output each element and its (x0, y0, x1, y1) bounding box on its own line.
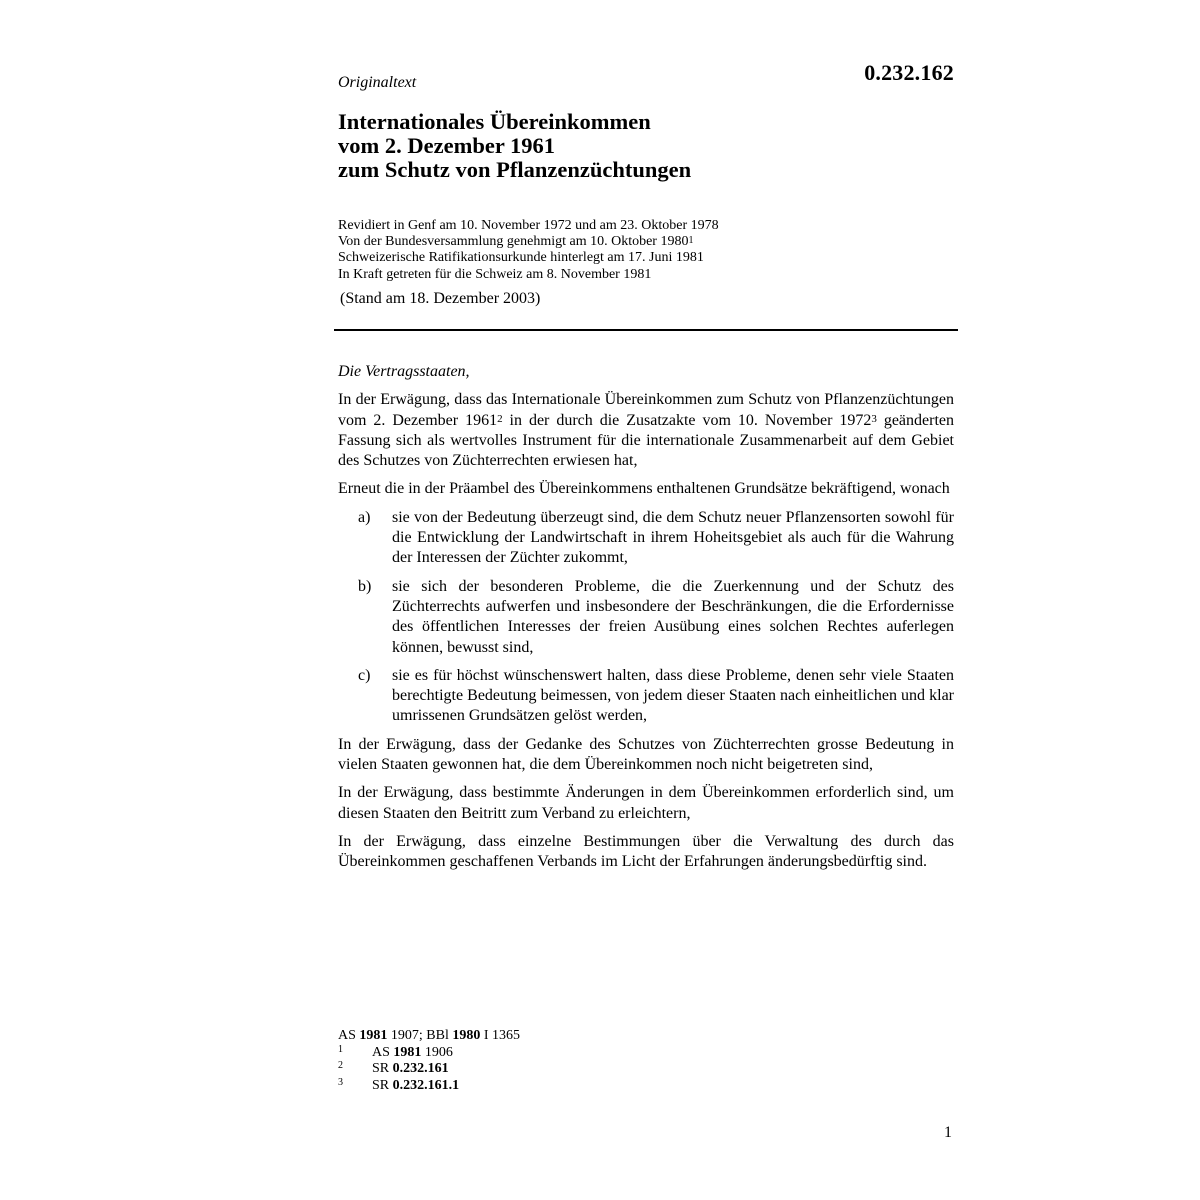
footnote-text[interactable]: SR 0.232.161.1 (372, 1077, 460, 1093)
footnote-ref-3[interactable]: 3 (871, 412, 877, 425)
preamble-paragraph-2: Erneut die in der Präambel des Übereinkommens enthaltenen Grundsätze bekräftigend, wonach (338, 480, 950, 498)
footnote-ref-1[interactable]: 1 (688, 235, 694, 247)
list-text: sie von der Bedeutung überzeugt sind, die dem Schutz neuer Pflanzensorten sowohl für die Entwicklung der Landwirtschaft in ihrem Hoheitsgebiet als auch für die Wahrung der Interessen der Züchter zukommt, (392, 508, 954, 567)
originaltext-label: Originaltext (338, 74, 417, 91)
footnote-item (338, 1061, 838, 1077)
document-metadata (338, 218, 958, 283)
list-text: sie es für höchst wünschenswert halten, dass diese Probleme, denen sehr viele Staaten berechtigte Bedeutung beimessen, von jedem dieser Staaten nach einheitlichen und klar umrissenen Grundsätzen gelöst werden, (392, 666, 954, 725)
footnote-text[interactable]: SR 0.232.161 (372, 1061, 449, 1077)
page-number: 1 (944, 1124, 952, 1141)
document-body (338, 362, 954, 881)
meta-ratification: Schweizerische Ratifikationsurkunde hinterlegt am 17. Juni 1981 (338, 250, 704, 266)
preamble-paragraph-4: In der Erwägung, dass bestimmte Änderungen in dem Übereinkommen erforderlich sind, um diesen Staaten den Beitritt zum Verband zu erleichtern, (338, 784, 954, 822)
meta-approved: Von der Bundesversammlung genehmigt am 10. Oktober 1980$^1$ (338, 234, 694, 250)
footnotes (338, 1028, 838, 1094)
footnote-item (338, 1045, 838, 1061)
meta-in-force: In Kraft getreten für die Schweiz am 8. November 1981 (338, 266, 652, 282)
footnote-ref-2[interactable]: 2 (497, 412, 503, 425)
meta-revised: Revidiert in Genf am 10. November 1972 und am 23. Oktober 1978 (338, 218, 719, 233)
preamble-paragraph-3: In der Erwägung, dass der Gedanke des Schutzes von Züchterrechten grosse Bedeutung in vielen Staaten gewonnen hat, die dem Übereinkommen noch nicht beigetreten sind, (338, 735, 954, 774)
preamble-paragraph-1: In der Erwägung, dass das Internationale Übereinkommen zum Schutz von Pflanzenzüchtungen vom 2. Dezember 1961$^2$ in der durch die Zusatzakte vom 10. November 1972$^3$ geänderten Fassung sich als wertvolles Instrument für die internationale Zusammenarbeit auf dem Gebiet des Schutzes von Züchterrechten erwiesen hat, (338, 391, 955, 470)
stand-date: (Stand am 18. Dezember 2003) (340, 290, 541, 307)
footnote-item (338, 1078, 838, 1094)
sr-number: 0.232.162 (864, 60, 954, 85)
footnote-number: 2 (338, 1060, 343, 1072)
footnote-source: AS 1981 1907; BBl 1980 I 1365 (338, 1028, 521, 1043)
list-item (338, 577, 954, 658)
title-line-2: vom 2. Dezember 1961 (338, 133, 556, 158)
header-divider (334, 329, 958, 331)
document-title (338, 110, 958, 182)
title-line-3: zum Schutz von Pflanzenzüchtungen (338, 157, 692, 182)
list-item (338, 666, 954, 727)
footnote-number: 3 (338, 1076, 343, 1088)
list-marker: c) (358, 666, 371, 684)
preamble-intro: Die Vertragsstaaten, (338, 363, 470, 380)
preamble-paragraph-5: In der Erwägung, dass einzelne Bestimmungen über die Verwaltung des durch das Übereinkommen geschaffenen Verbands im Licht der Erfahrungen änderungsbedürftig sind. (338, 832, 954, 871)
list-marker: b) (358, 577, 372, 595)
title-line-1: Internationales Übereinkommen (338, 109, 651, 134)
list-item (338, 508, 954, 569)
list-text: sie sich der besonderen Probleme, die die Zuerkennung und der Schutz des Züchterrechts aufwerfen und insbesondere der Beschränkungen, die die Erfordernisse des öffentlichen Interesses der freien Ausübung eines solchen Rechtes auferlegen können, bewusst sind, (392, 577, 954, 656)
list-marker: a) (358, 508, 371, 526)
footnote-number: 1 (338, 1044, 343, 1056)
footnote-text[interactable]: AS 1981 1906 (372, 1045, 453, 1061)
